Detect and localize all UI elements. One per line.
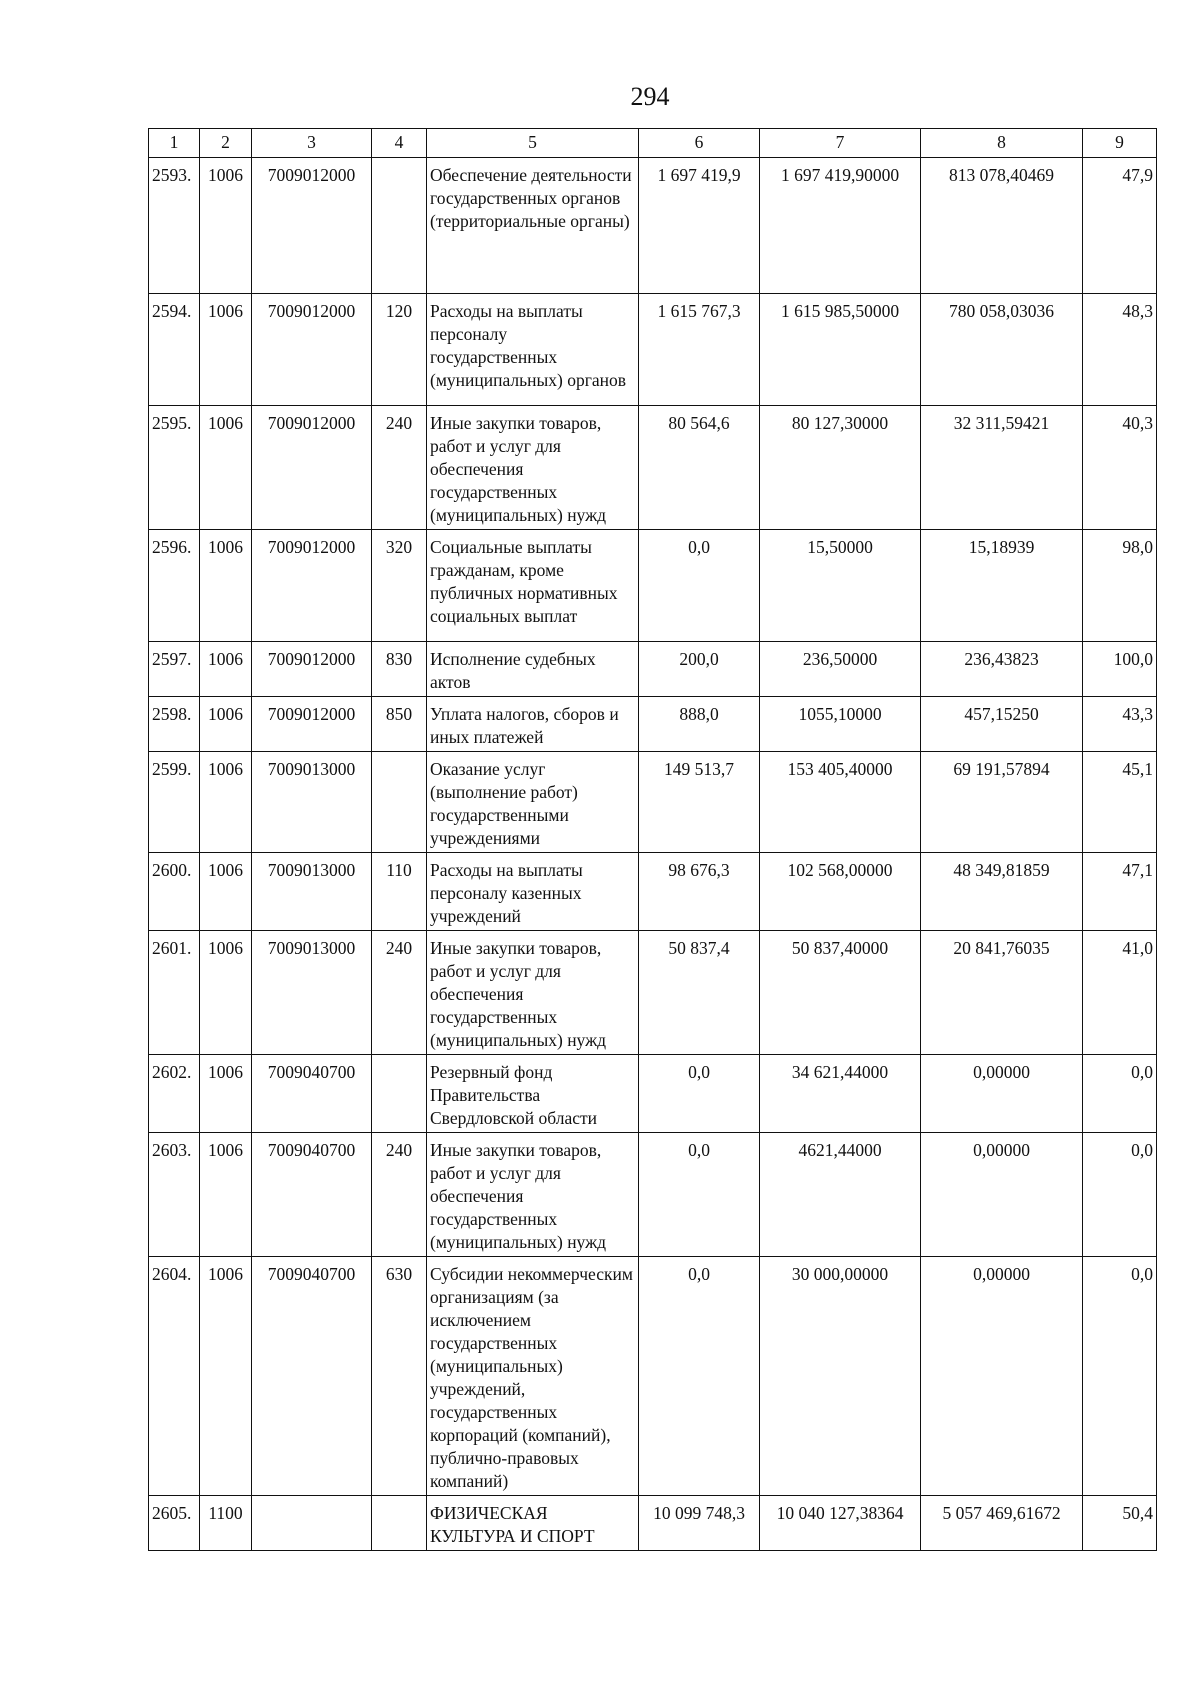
- percent-col9: 43,3: [1083, 697, 1157, 752]
- column-header: 6: [639, 129, 760, 158]
- value-col7: 15,50000: [760, 530, 921, 642]
- value-col6: 0,0: [639, 1055, 760, 1133]
- row-number: 2599.: [149, 752, 200, 853]
- value-col8: 5 057 469,61672: [921, 1496, 1083, 1551]
- expense-type-code: 850: [372, 697, 427, 752]
- expense-type-code: 110: [372, 853, 427, 931]
- page-number: 294: [630, 82, 670, 111]
- row-number: 2601.: [149, 931, 200, 1055]
- percent-col9: 40,3: [1083, 406, 1157, 530]
- target-code: 7009013000: [252, 931, 372, 1055]
- item-name: Социальные выплаты гражданам, кроме публичных нормативных социальных выплат: [427, 530, 639, 642]
- row-number: 2594.: [149, 294, 200, 406]
- section-code: 1006: [200, 158, 252, 294]
- item-name: Исполнение судебных актов: [427, 642, 639, 697]
- target-code: [252, 1496, 372, 1551]
- item-name: Расходы на выплаты персоналу государственных (муниципальных) органов: [427, 294, 639, 406]
- header-row: [149, 129, 1157, 158]
- table-row: [149, 853, 1157, 931]
- expense-type-code: 240: [372, 406, 427, 530]
- target-code: 7009012000: [252, 530, 372, 642]
- value-col7: 1055,10000: [760, 697, 921, 752]
- value-col7: 4621,44000: [760, 1133, 921, 1257]
- row-number: 2602.: [149, 1055, 200, 1133]
- target-code: 7009012000: [252, 158, 372, 294]
- value-col7: 34 621,44000: [760, 1055, 921, 1133]
- table-row: [149, 406, 1157, 530]
- value-col7: 10 040 127,38364: [760, 1496, 921, 1551]
- value-col6: 98 676,3: [639, 853, 760, 931]
- row-number: 2596.: [149, 530, 200, 642]
- column-header: 3: [252, 129, 372, 158]
- value-col8: 457,15250: [921, 697, 1083, 752]
- section-code: 1006: [200, 697, 252, 752]
- value-col6: 888,0: [639, 697, 760, 752]
- row-number: 2604.: [149, 1257, 200, 1496]
- value-col7: 80 127,30000: [760, 406, 921, 530]
- section-code: 1100: [200, 1496, 252, 1551]
- section-code: 1006: [200, 1133, 252, 1257]
- item-name: Иные закупки товаров, работ и услуг для обеспечения государственных (муниципальных) нужд: [427, 1133, 639, 1257]
- expense-type-code: [372, 752, 427, 853]
- value-col6: 0,0: [639, 530, 760, 642]
- row-number: 2597.: [149, 642, 200, 697]
- item-name: Иные закупки товаров, работ и услуг для обеспечения государственных (муниципальных) нужд: [427, 931, 639, 1055]
- percent-col9: 47,1: [1083, 853, 1157, 931]
- budget-table: [148, 128, 1157, 1551]
- percent-col9: 48,3: [1083, 294, 1157, 406]
- value-col8: 0,00000: [921, 1257, 1083, 1496]
- column-header: 1: [149, 129, 200, 158]
- section-code: 1006: [200, 931, 252, 1055]
- value-col8: 0,00000: [921, 1055, 1083, 1133]
- table-row: [149, 1055, 1157, 1133]
- table-row: [149, 1257, 1157, 1496]
- target-code: 7009012000: [252, 697, 372, 752]
- row-number: 2600.: [149, 853, 200, 931]
- section-code: 1006: [200, 1257, 252, 1496]
- row-number: 2593.: [149, 158, 200, 294]
- value-col6: 80 564,6: [639, 406, 760, 530]
- value-col7: 30 000,00000: [760, 1257, 921, 1496]
- value-col6: 1 697 419,9: [639, 158, 760, 294]
- section-code: 1006: [200, 853, 252, 931]
- table-row: [149, 697, 1157, 752]
- value-col7: 1 697 419,90000: [760, 158, 921, 294]
- item-name: Оказание услуг (выполнение работ) государственными учреждениями: [427, 752, 639, 853]
- value-col6: 1 615 767,3: [639, 294, 760, 406]
- percent-col9: 0,0: [1083, 1055, 1157, 1133]
- value-col8: 0,00000: [921, 1133, 1083, 1257]
- expense-type-code: [372, 158, 427, 294]
- percent-col9: 50,4: [1083, 1496, 1157, 1551]
- value-col7: 102 568,00000: [760, 853, 921, 931]
- value-col8: 813 078,40469: [921, 158, 1083, 294]
- column-header: 8: [921, 129, 1083, 158]
- item-name: Уплата налогов, сборов и иных платежей: [427, 697, 639, 752]
- section-code: 1006: [200, 294, 252, 406]
- item-name: Обеспечение деятельности государственных органов (территориальные органы): [427, 158, 639, 294]
- value-col8: 69 191,57894: [921, 752, 1083, 853]
- target-code: 7009040700: [252, 1257, 372, 1496]
- section-code: 1006: [200, 642, 252, 697]
- expense-type-code: [372, 1496, 427, 1551]
- table-row: [149, 158, 1157, 294]
- table-row: [149, 1133, 1157, 1257]
- section-code: 1006: [200, 530, 252, 642]
- value-col6: 200,0: [639, 642, 760, 697]
- table-row: [149, 530, 1157, 642]
- table-row: [149, 642, 1157, 697]
- expense-type-code: [372, 1055, 427, 1133]
- table-row: [149, 294, 1157, 406]
- row-number: 2605.: [149, 1496, 200, 1551]
- section-code: 1006: [200, 752, 252, 853]
- target-code: 7009012000: [252, 642, 372, 697]
- column-header: 7: [760, 129, 921, 158]
- column-header: 4: [372, 129, 427, 158]
- value-col6: 50 837,4: [639, 931, 760, 1055]
- item-name: Резервный фонд Правительства Свердловской области: [427, 1055, 639, 1133]
- expense-type-code: 240: [372, 1133, 427, 1257]
- item-name: Иные закупки товаров, работ и услуг для обеспечения государственных (муниципальных) нужд: [427, 406, 639, 530]
- target-code: 7009040700: [252, 1055, 372, 1133]
- percent-col9: 45,1: [1083, 752, 1157, 853]
- item-name: Расходы на выплаты персоналу казенных учреждений: [427, 853, 639, 931]
- row-number: 2603.: [149, 1133, 200, 1257]
- value-col8: 20 841,76035: [921, 931, 1083, 1055]
- expense-type-code: 240: [372, 931, 427, 1055]
- expense-type-code: 120: [372, 294, 427, 406]
- expense-type-code: 630: [372, 1257, 427, 1496]
- value-col8: 32 311,59421: [921, 406, 1083, 530]
- value-col7: 1 615 985,50000: [760, 294, 921, 406]
- target-code: 7009013000: [252, 752, 372, 853]
- target-code: 7009040700: [252, 1133, 372, 1257]
- value-col7: 50 837,40000: [760, 931, 921, 1055]
- target-code: 7009012000: [252, 294, 372, 406]
- value-col8: 48 349,81859: [921, 853, 1083, 931]
- expense-type-code: 830: [372, 642, 427, 697]
- percent-col9: 0,0: [1083, 1257, 1157, 1496]
- value-col8: 236,43823: [921, 642, 1083, 697]
- row-number: 2595.: [149, 406, 200, 530]
- value-col6: 0,0: [639, 1257, 760, 1496]
- percent-col9: 47,9: [1083, 158, 1157, 294]
- value-col6: 0,0: [639, 1133, 760, 1257]
- column-header: 9: [1083, 129, 1157, 158]
- value-col6: 10 099 748,3: [639, 1496, 760, 1551]
- value-col6: 149 513,7: [639, 752, 760, 853]
- table-row: [149, 1496, 1157, 1551]
- percent-col9: 41,0: [1083, 931, 1157, 1055]
- percent-col9: 100,0: [1083, 642, 1157, 697]
- item-name: ФИЗИЧЕСКАЯ КУЛЬТУРА И СПОРТ: [427, 1496, 639, 1551]
- column-header: 5: [427, 129, 639, 158]
- column-header: 2: [200, 129, 252, 158]
- row-number: 2598.: [149, 697, 200, 752]
- item-name: Субсидии некоммерческим организациям (за исключением государственных (муниципальных) учреждений, государственных корпораций (компаний), публично-правовых компаний): [427, 1257, 639, 1496]
- expense-type-code: 320: [372, 530, 427, 642]
- value-col8: 15,18939: [921, 530, 1083, 642]
- table-row: [149, 752, 1157, 853]
- target-code: 7009013000: [252, 853, 372, 931]
- target-code: 7009012000: [252, 406, 372, 530]
- percent-col9: 98,0: [1083, 530, 1157, 642]
- value-col8: 780 058,03036: [921, 294, 1083, 406]
- percent-col9: 0,0: [1083, 1133, 1157, 1257]
- section-code: 1006: [200, 406, 252, 530]
- value-col7: 153 405,40000: [760, 752, 921, 853]
- section-code: 1006: [200, 1055, 252, 1133]
- table-row: [149, 931, 1157, 1055]
- value-col7: 236,50000: [760, 642, 921, 697]
